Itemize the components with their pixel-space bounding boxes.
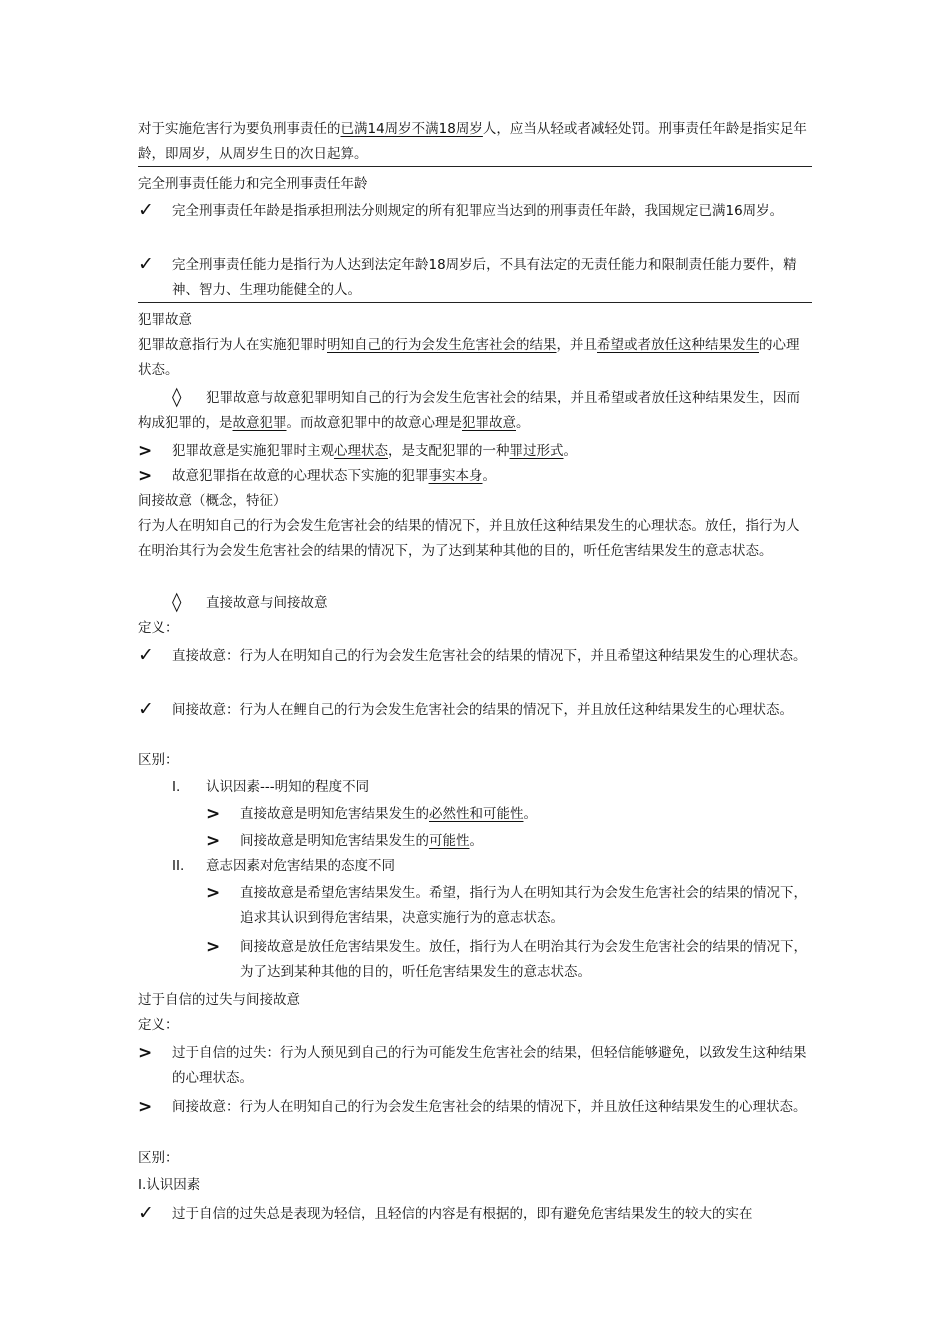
intent-vs-intentional-crime bbox=[138, 386, 812, 436]
divider bbox=[138, 302, 812, 303]
arrow-bullet-icon: > bbox=[138, 466, 153, 486]
text: 。 bbox=[482, 468, 496, 484]
roman-numeral: I. bbox=[172, 779, 181, 795]
check-icon: ✓ bbox=[138, 644, 154, 666]
diamond-icon: ◊ bbox=[172, 591, 182, 613]
text: 犯罪故意与故意犯罪明知自己的行为会发生危害社会的结果，并且希望或者放任这种结果发生，因而构成犯罪的，是 bbox=[138, 390, 800, 431]
text: 。而故意犯罪中的故意心理是 bbox=[286, 415, 462, 431]
check-icon: ✓ bbox=[138, 1202, 154, 1224]
check-icon: ✓ bbox=[138, 253, 154, 275]
arrow-bullet-icon: > bbox=[206, 831, 221, 851]
diamond-icon: ◊ bbox=[172, 386, 182, 408]
underlined-text: 事实本身 bbox=[428, 468, 483, 484]
indirect-intent-definition: 行为人在明知自己的行为会发生危害社会的结果的情况下，并且放任这种结果发生的心理状态。放任，指行为人在明治其行为会发生危害社会的结果的情况下，为了达到某种其他的目的，听任危害结果发生的意志状态。 bbox=[138, 518, 800, 559]
text: 故意犯罪指在故意的心理状态下实施的犯罪 bbox=[172, 468, 429, 484]
age-paragraph bbox=[138, 117, 812, 167]
roman-numeral: II. bbox=[172, 858, 185, 874]
underlined-text: 可能性 bbox=[429, 833, 470, 849]
text: 。 bbox=[469, 833, 483, 849]
text: 。 bbox=[563, 443, 577, 459]
underlined-text: 必然性和可能性 bbox=[429, 806, 524, 822]
full-ability-item: 完全刑事责任能力是指行为人达到法定年龄18周岁后，不具有法定的无责任能力和限制责任能力要件，精神、智力、生理功能健全的人。 bbox=[172, 257, 797, 298]
underlined-text: 希望或者放任这种结果发生 bbox=[597, 337, 759, 353]
arrow-bullet-icon: > bbox=[138, 441, 153, 461]
cognitive-indirect bbox=[240, 829, 812, 854]
arrow-bullet-icon: > bbox=[206, 883, 221, 903]
check-icon: ✓ bbox=[138, 199, 154, 221]
text: 对于实施危害行为要负刑事责任的 bbox=[138, 121, 341, 137]
volitional-factor: 意志因素对危害结果的态度不同 bbox=[206, 858, 395, 874]
intent-definition bbox=[138, 333, 812, 383]
underlined-text: 明知自己的行为会发生危害社会的结果 bbox=[327, 337, 557, 353]
text: 直接故意是明知危害结果发生的 bbox=[240, 806, 429, 822]
text: 。 bbox=[523, 806, 537, 822]
text: ，并且 bbox=[556, 337, 597, 353]
difference-label: 区别： bbox=[138, 1150, 179, 1166]
arrow-bullet-icon: > bbox=[138, 1097, 153, 1117]
text: 犯罪故意是实施犯罪时主观 bbox=[172, 443, 334, 459]
intent-item-2 bbox=[172, 464, 812, 489]
cognitive-factor-label: I.认识因素 bbox=[138, 1177, 201, 1193]
text: 人，应当从轻或者减轻处罚。刑事责任年龄是指实足年龄，即周岁，从周岁生日的次日起算。 bbox=[138, 121, 807, 162]
underlined-text: 罪过形式 bbox=[509, 443, 564, 459]
heading-overconfidence: 过于自信的过失与间接故意 bbox=[138, 992, 300, 1008]
text: ，是支配犯罪的一种 bbox=[388, 443, 510, 459]
text: 的心理状态。 bbox=[138, 337, 800, 378]
definition-label: 定义： bbox=[138, 1017, 179, 1033]
overconfidence-def: 过于自信的过失：行为人预见到自己的行为可能发生危害社会的结果，但轻信能够避免，以致发生这种结果的心理状态。 bbox=[172, 1045, 807, 1086]
indirect-intent-def-2: 间接故意：行为人在明知自己的行为会发生危害社会的结果的情况下，并且放任这种结果发生的心理状态。 bbox=[172, 1099, 807, 1115]
underlined-text: 犯罪故意 bbox=[462, 415, 516, 431]
full-age-item: 完全刑事责任年龄是指承担刑法分则规定的所有犯罪应当达到的刑事责任年龄，我国规定已满16周岁。 bbox=[172, 203, 784, 219]
underlined-text: 心理状态 bbox=[334, 443, 388, 459]
arrow-bullet-icon: > bbox=[206, 937, 221, 957]
text: 。 bbox=[516, 415, 530, 431]
arrow-bullet-icon: > bbox=[138, 1043, 153, 1063]
volitional-indirect: 间接故意是放任危害结果发生。放任，指行为人在明治其行为会发生危害社会的结果的情况下，为了达到某种其他的目的，听任危害结果发生的意志状态。 bbox=[240, 939, 807, 980]
heading-indirect-intent: 间接故意（概念，特征） bbox=[138, 493, 287, 509]
cognitive-factor: 认识因素---明知的程度不同 bbox=[206, 779, 370, 795]
heading-intent: 犯罪故意 bbox=[138, 312, 192, 328]
divider bbox=[138, 166, 812, 167]
difference-label: 区别： bbox=[138, 752, 179, 768]
underlined-text: 故意犯罪 bbox=[232, 415, 287, 431]
intent-item-1 bbox=[172, 439, 812, 464]
check-icon: ✓ bbox=[138, 698, 154, 720]
arrow-bullet-icon: > bbox=[206, 804, 221, 824]
overconfidence-cognition: 过于自信的过失总是表现为轻信，且轻信的内容是有根据的，即有避免危害结果发生的较大的实在 bbox=[172, 1206, 753, 1222]
direct-vs-indirect-heading: 直接故意与间接故意 bbox=[206, 595, 328, 611]
text: 犯罪故意指行为人在实施犯罪时 bbox=[138, 337, 327, 353]
definition-label: 定义： bbox=[138, 620, 179, 636]
text: 间接故意是明知危害结果发生的 bbox=[240, 833, 429, 849]
indirect-intent-def: 间接故意：行为人在鲤自己的行为会发生危害社会的结果的情况下，并且放任这种结果发生的心理状态。 bbox=[172, 702, 793, 718]
volitional-direct: 直接故意是希望危害结果发生。希望，指行为人在明知其行为会发生危害社会的结果的情况下，追求其认识到得危害结果，决意实施行为的意志状态。 bbox=[240, 885, 807, 926]
underlined-text: 已满14周岁不满18周岁 bbox=[340, 121, 483, 137]
heading-full-responsibility: 完全刑事责任能力和完全刑事责任年龄 bbox=[138, 176, 368, 192]
direct-intent-def: 直接故意：行为人在明知自己的行为会发生危害社会的结果的情况下，并且希望这种结果发生的心理状态。 bbox=[172, 648, 807, 664]
cognitive-direct bbox=[240, 802, 812, 827]
